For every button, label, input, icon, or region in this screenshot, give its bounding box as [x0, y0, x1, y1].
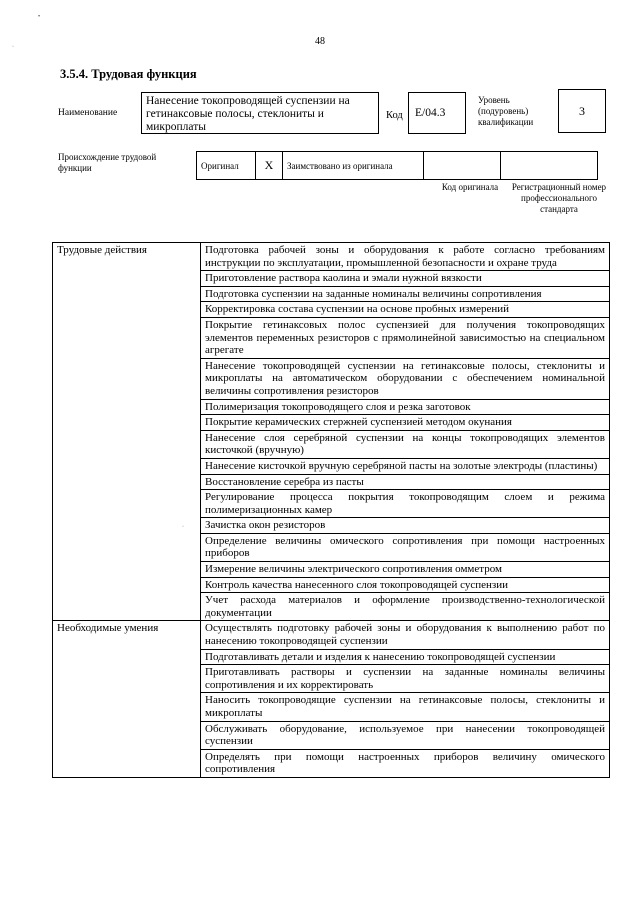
skill-item: Наносить токопроводящие суспензии на гетинаксовые полосы, стеклониты и микроплаты [201, 693, 610, 721]
scan-mark: • [38, 14, 41, 20]
labor-action-item: Нанесение кисточкой вручную серебряной пасты на золотые электроды (пластины) [201, 458, 610, 474]
labor-action-item: Нанесение токопроводящей суспензии на гетинаксовые полосы, стеклониты и микроплаты на автоматическом оборудовании с обеспечением номинальной величины сопротивления резисторов [201, 358, 610, 399]
labor-action-category: Трудовые действия [53, 243, 201, 621]
labor-action-item: Нанесение слоя серебряной суспензии на концы токопроводящих элементов кисточкой (вручную) [201, 430, 610, 458]
labor-action-item: Определение величины омического сопротивления при помощи настроенных приборов [201, 533, 610, 561]
labor-action-item: Зачистка окон резисторов [201, 518, 610, 534]
name-label: Наименование [58, 108, 118, 118]
code-field: E/04.3 [408, 92, 466, 134]
origin-label: Происхождение трудовой функции [58, 152, 157, 173]
labor-action-item: Корректировка состава суспензии на основе пробных измерений [201, 302, 610, 318]
labor-action-item: Покрытие гетинаксовых полос суспензией для получения токопроводящих элементов переменных резисторов с прямолинейной зависимостью на специальном агрегате [201, 317, 610, 358]
labor-action-item: Восстановление серебра из пасты [201, 474, 610, 490]
skill-row [53, 621, 610, 649]
labor-action-item: Подготовка суспензии на заданные номиналы величины сопротивления [201, 286, 610, 302]
scan-mark: · [12, 44, 14, 50]
reg-number-cell [501, 152, 598, 180]
skill-item: Определять при помощи настроенных приборов величину омического сопротивления [201, 749, 610, 777]
labor-action-item: Подготовка рабочей зоны и оборудования к работе согласно требованиям инструкции по эксплуатации, промышленной безопасности и охране труда [201, 243, 610, 271]
code-original-caption: Код оригинала [441, 182, 499, 192]
skill-category: Необходимые умения [53, 621, 201, 778]
origin-table [196, 151, 598, 180]
labor-action-item: Приготовление раствора каолина и эмали нужной вязкости [201, 271, 610, 287]
labor-action-item: Измерение величины электрического сопротивления омметром [201, 562, 610, 578]
labor-action-item: Покрытие керамических стержней суспензией методом окунания [201, 415, 610, 431]
skill-item: Подготавливать детали и изделия к нанесению токопроводящей суспензии [201, 649, 610, 665]
skill-item: Обслуживать оборудование, используемое при нанесении токопроводящей суспензии [201, 721, 610, 749]
borrowed-cell: Заимствовано из оригинала [283, 152, 424, 180]
function-name-field: Нанесение токопроводящей суспензии на гетинаксовые полосы, стеклониты и микроплаты [141, 92, 379, 134]
section-title: 3.5.4. Трудовая функция [60, 67, 197, 81]
labor-action-row [53, 243, 610, 271]
skill-item: Приготавливать растворы и суспензии на заданные номиналы величины сопротивления и их корректировать [201, 665, 610, 693]
scan-mark: · [182, 524, 184, 530]
labor-action-item: Контроль качества нанесенного слоя токопроводящей суспензии [201, 577, 610, 593]
page-number: 48 [315, 36, 325, 47]
original-mark: X [256, 152, 283, 180]
function-table [52, 242, 610, 778]
reg-number-caption: Регистрационный номер профессионального стандарта [511, 182, 607, 214]
code-original-cell [424, 152, 501, 180]
code-label: Код [386, 110, 403, 121]
level-label: Уровень (подуровень) квалификации [478, 95, 534, 127]
skill-item: Осуществлять подготовку рабочей зоны и оборудования к выполнению работ по нанесению токопроводящей суспензии [201, 621, 610, 649]
labor-action-item: Учет расхода материалов и оформление производственно-технологической документации [201, 593, 610, 621]
labor-action-item: Полимеризация токопроводящего слоя и резка заготовок [201, 399, 610, 415]
level-field: 3 [558, 89, 606, 133]
original-cell: Оригинал [197, 152, 256, 180]
labor-action-item: Регулирование процесса покрытия токопроводящим слоем и режима полимеризационных камер [201, 490, 610, 518]
